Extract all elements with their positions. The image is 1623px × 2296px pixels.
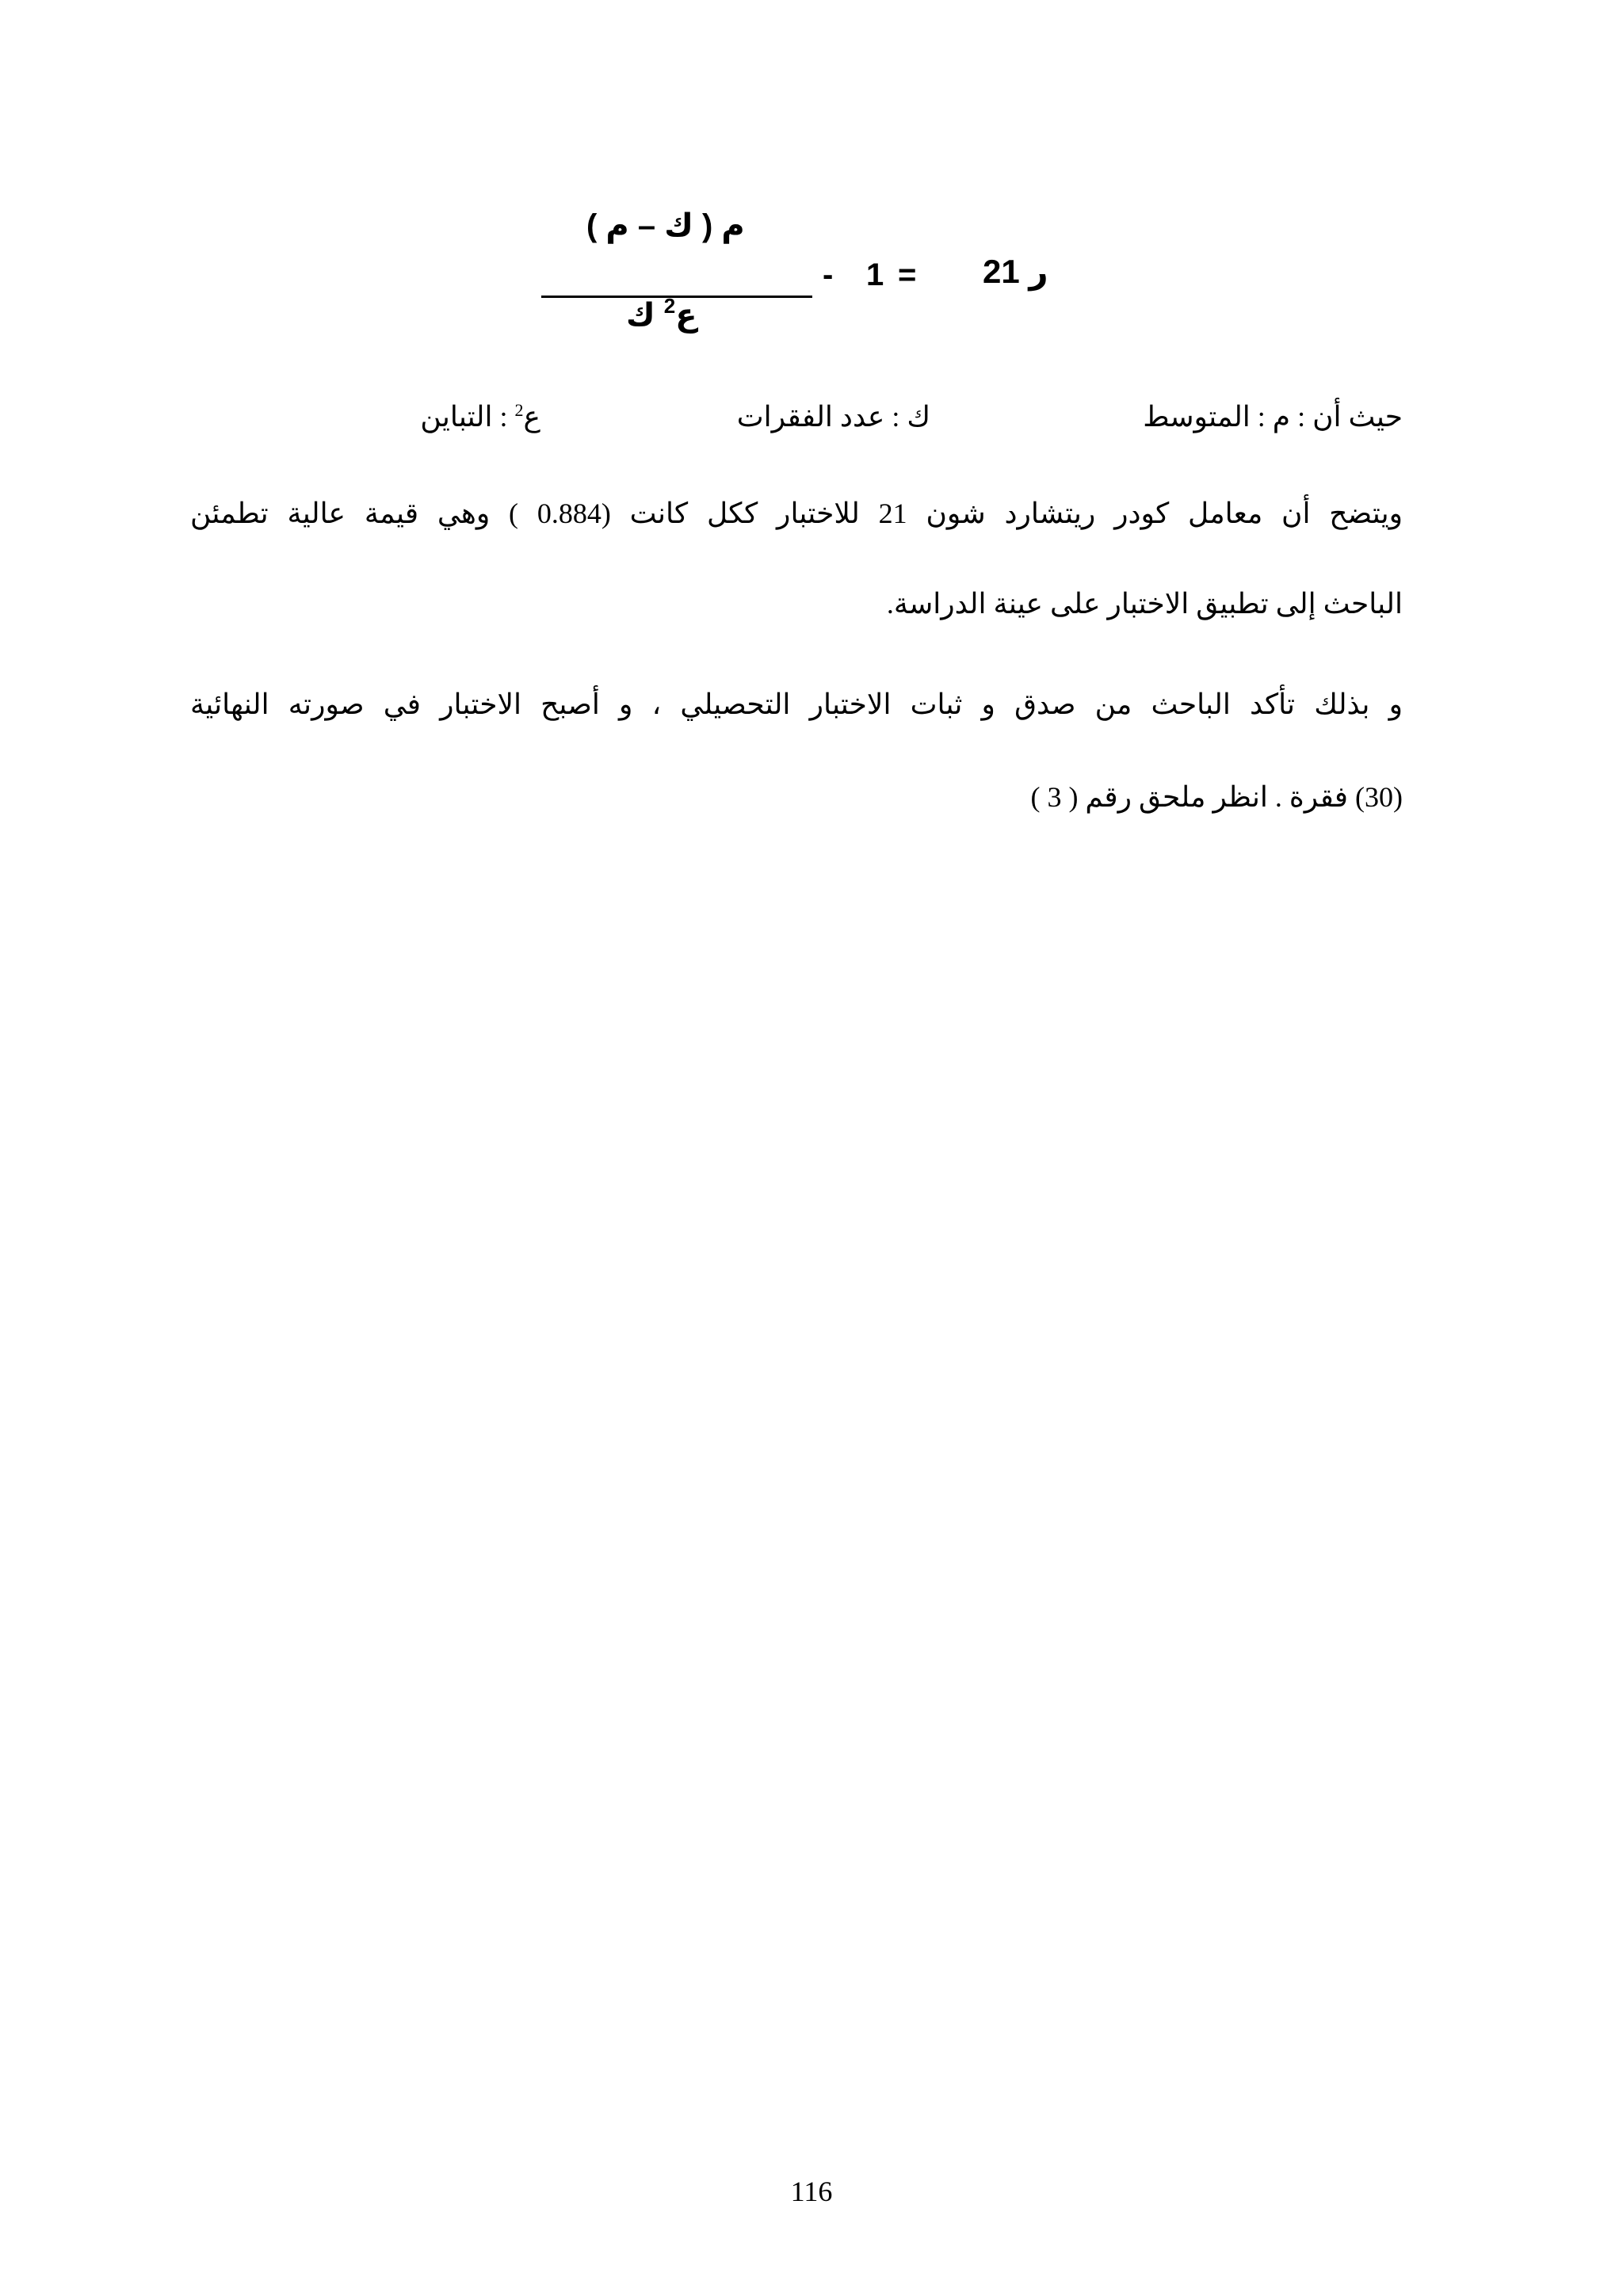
- page-number: 116: [790, 2176, 833, 2207]
- variance-symbol: ع: [523, 401, 540, 433]
- denominator-tail: ك: [626, 298, 664, 333]
- formula-denominator: [626, 293, 697, 334]
- paragraph-line-4: (30) فقرة . انظر ملحق رقم ( 3 ): [1030, 781, 1403, 813]
- variance-exponent: 2: [514, 400, 524, 420]
- definition-mean: حيث أن : م : المتوسط: [1143, 401, 1403, 433]
- paragraph-line-2: الباحث إلى تطبيق الاختبار على عينة الدراسة.: [886, 588, 1403, 620]
- definition-items: ك : عدد الفقرات: [736, 401, 930, 433]
- formula-equals: =: [898, 257, 917, 292]
- denominator-base: ع: [675, 298, 697, 333]
- paragraph-line-3: و بذلك تأكد الباحث من صدق و ثبات الاختبار التحصيلي ، و أصبح الاختبار في صورته النهائية: [190, 688, 1403, 720]
- variance-text: : التباين: [420, 401, 515, 433]
- formula-one: 1: [866, 257, 884, 292]
- paragraph-line-1: ويتضح أن معامل كودر ريتشارد شون 21 للاختبار ككل كانت (0.884 ) وهي قيمة عالية تطمئن: [190, 498, 1403, 529]
- formula-lhs: ر 21: [983, 253, 1048, 290]
- formula-numerator: م ( ك – م ): [586, 208, 745, 243]
- formula-minus: -: [823, 257, 834, 292]
- denominator-exponent: 2: [663, 293, 676, 318]
- definition-variance: [420, 400, 540, 433]
